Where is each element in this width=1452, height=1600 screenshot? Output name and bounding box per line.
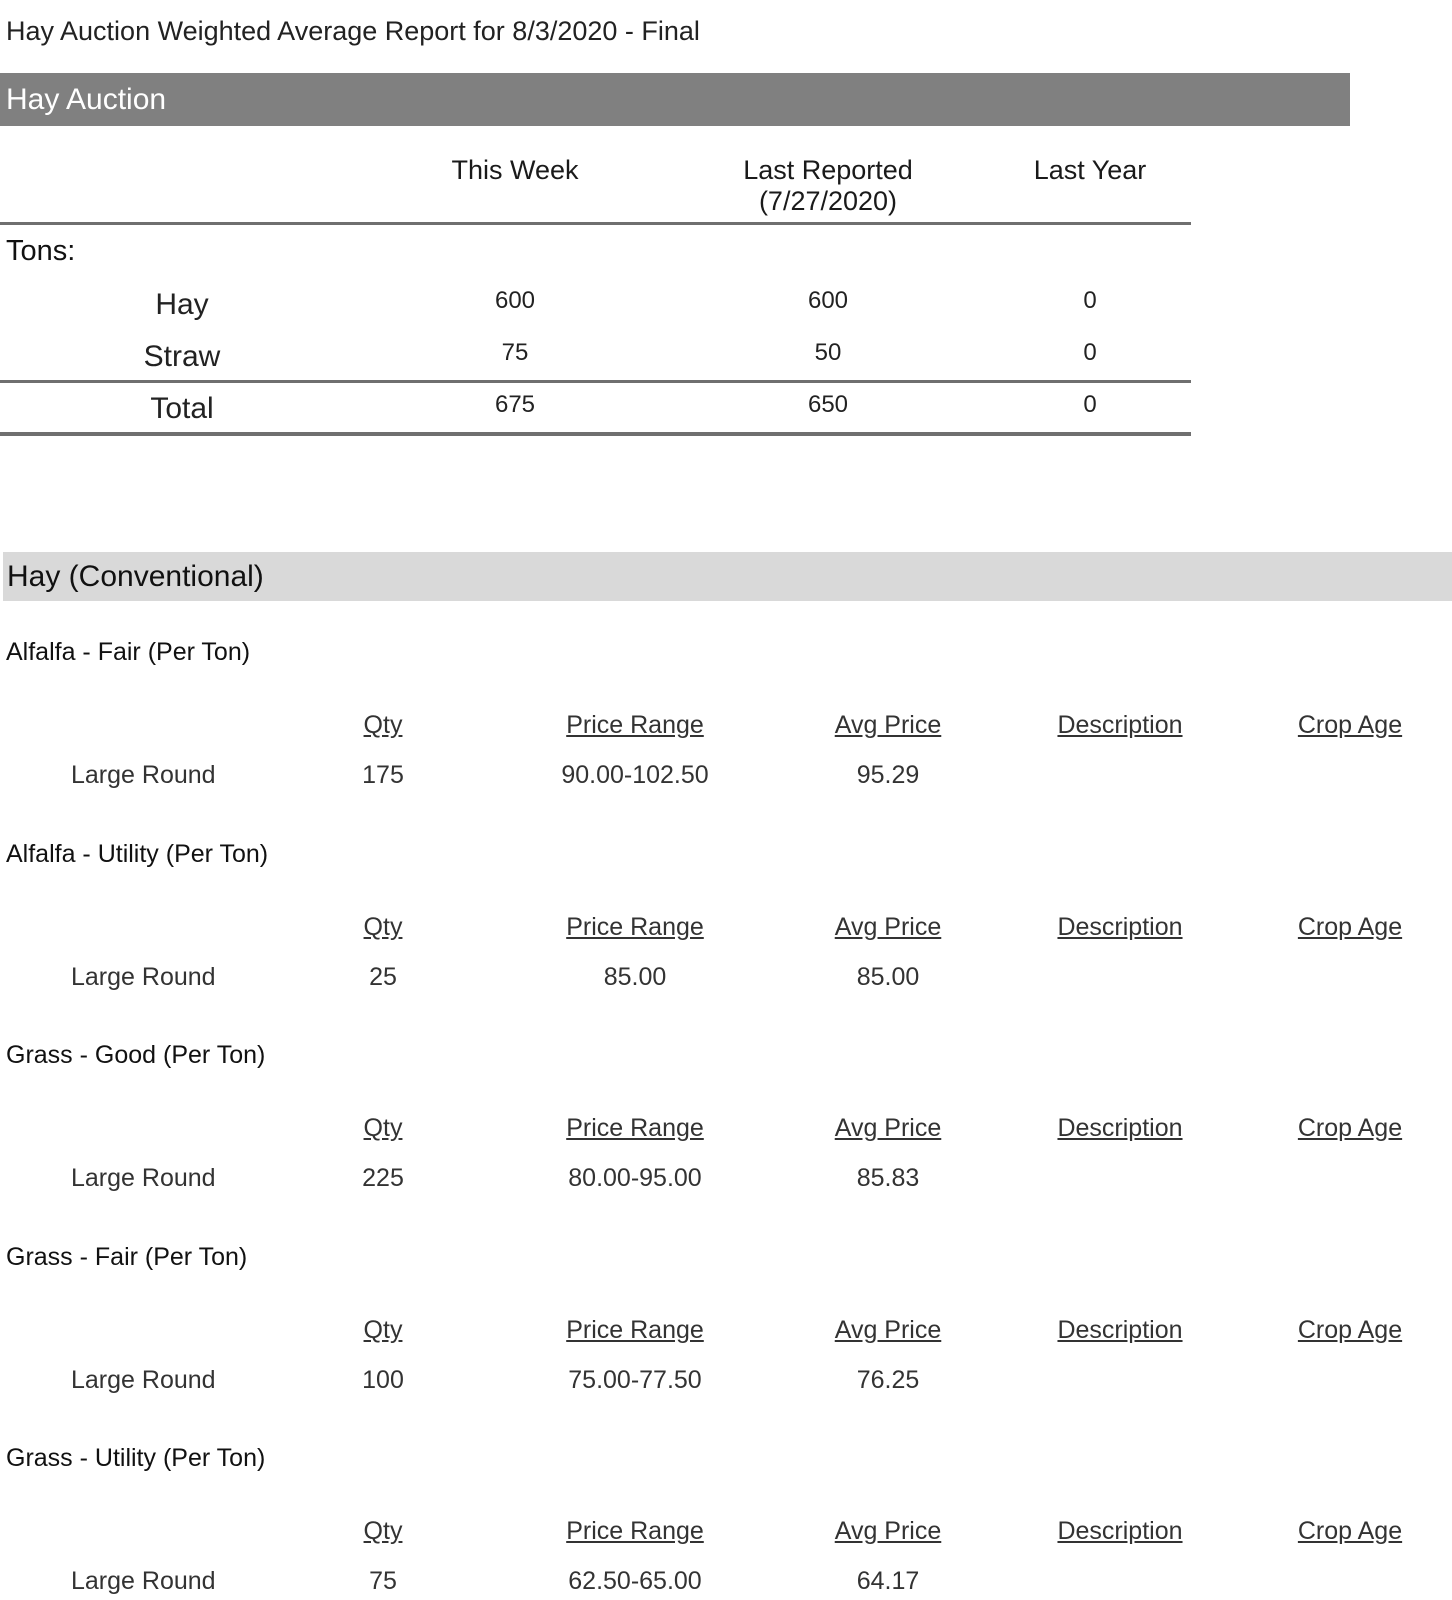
description-header: Description xyxy=(1057,1114,1183,1142)
qty-value: 100 xyxy=(362,1366,404,1394)
avg-price-header: Avg Price xyxy=(834,1114,942,1142)
qty-value: 25 xyxy=(369,963,397,991)
summary-row-label: Hay xyxy=(155,288,209,321)
price-range-header: Price Range xyxy=(566,1114,704,1142)
crop-age-header: Crop Age xyxy=(1297,1114,1403,1142)
bale-type: Large Round xyxy=(71,761,216,789)
avg-price-value: 85.00 xyxy=(856,963,920,991)
avg-price-header: Avg Price xyxy=(834,1517,942,1545)
qty-header: Qty xyxy=(363,1114,403,1142)
col-header-this-week: This Week xyxy=(451,155,579,185)
summary-cell-last-reported: 600 xyxy=(807,287,849,314)
summary-cell-last-year: 0 xyxy=(1083,287,1097,314)
avg-price-value: 95.29 xyxy=(856,761,920,789)
summary-cell-last-year: 0 xyxy=(1083,339,1097,366)
summary-cell-last-reported: 50 xyxy=(814,339,842,366)
summary-cell-last-year: 0 xyxy=(1083,391,1097,418)
price-range-value: 75.00-77.50 xyxy=(568,1366,702,1394)
summary-cell-this-week: 600 xyxy=(494,287,536,314)
description-header: Description xyxy=(1057,1316,1183,1344)
grade-title: Grass - Fair (Per Ton) xyxy=(6,1243,248,1271)
bale-type: Large Round xyxy=(71,1164,216,1192)
price-range-header: Price Range xyxy=(566,1316,704,1344)
conventional-section-header: Hay (Conventional) xyxy=(3,552,1452,601)
summary-row-label: Total xyxy=(150,392,214,425)
avg-price-header: Avg Price xyxy=(834,1316,942,1344)
description-header: Description xyxy=(1057,1517,1183,1545)
summary-cell-last-reported: 650 xyxy=(807,391,849,418)
tons-label: Tons: xyxy=(6,235,76,267)
hay-auction-section-header: Hay Auction xyxy=(0,73,1350,126)
price-range-value: 85.00 xyxy=(603,963,667,991)
col-header-last-year: Last Year xyxy=(1033,155,1147,185)
crop-age-header: Crop Age xyxy=(1297,711,1403,739)
summary-row-total xyxy=(0,387,1191,431)
summary-cell-this-week: 675 xyxy=(494,391,536,418)
price-range-header: Price Range xyxy=(566,1517,704,1545)
crop-age-header: Crop Age xyxy=(1297,1316,1403,1344)
avg-price-header: Avg Price xyxy=(834,711,942,739)
qty-header: Qty xyxy=(363,1517,403,1545)
grade-title: Grass - Utility (Per Ton) xyxy=(6,1444,266,1472)
price-range-header: Price Range xyxy=(566,711,704,739)
bale-type: Large Round xyxy=(71,1366,216,1394)
qty-value: 75 xyxy=(369,1567,397,1595)
description-header: Description xyxy=(1057,711,1183,739)
grade-title: Alfalfa - Fair (Per Ton) xyxy=(6,638,251,666)
price-range-value: 62.50-65.00 xyxy=(568,1567,702,1595)
col-header-last-reported-label: Last Reported xyxy=(743,155,913,185)
summary-row-hay xyxy=(0,283,1191,327)
crop-age-header: Crop Age xyxy=(1297,1517,1403,1545)
qty-header: Qty xyxy=(363,913,403,941)
crop-age-header: Crop Age xyxy=(1297,913,1403,941)
col-header-last-reported-date: (7/27/2020) xyxy=(758,186,898,216)
grade-title: Grass - Good (Per Ton) xyxy=(6,1041,266,1069)
summary-row-straw xyxy=(0,335,1191,379)
price-range-header: Price Range xyxy=(566,913,704,941)
summary-total-divider xyxy=(0,380,1191,383)
summary-bottom-divider xyxy=(0,432,1191,436)
report-title: Hay Auction Weighted Average Report for 8/3/2020 - Final xyxy=(6,16,700,46)
qty-value: 175 xyxy=(362,761,404,789)
qty-header: Qty xyxy=(363,1316,403,1344)
bale-type: Large Round xyxy=(71,963,216,991)
col-header-last-reported xyxy=(698,155,958,217)
summary-row-label: Straw xyxy=(143,340,221,373)
summary-cell-this-week: 75 xyxy=(501,339,529,366)
avg-price-value: 76.25 xyxy=(856,1366,920,1394)
qty-header: Qty xyxy=(363,711,403,739)
avg-price-value: 85.83 xyxy=(856,1164,920,1192)
bale-type: Large Round xyxy=(71,1567,216,1595)
avg-price-value: 64.17 xyxy=(856,1567,920,1595)
price-range-value: 90.00-102.50 xyxy=(561,761,709,789)
description-header: Description xyxy=(1057,913,1183,941)
qty-value: 225 xyxy=(362,1164,404,1192)
avg-price-header: Avg Price xyxy=(834,913,942,941)
price-range-value: 80.00-95.00 xyxy=(568,1164,702,1192)
summary-header-divider xyxy=(0,222,1191,225)
grade-title: Alfalfa - Utility (Per Ton) xyxy=(6,840,269,868)
